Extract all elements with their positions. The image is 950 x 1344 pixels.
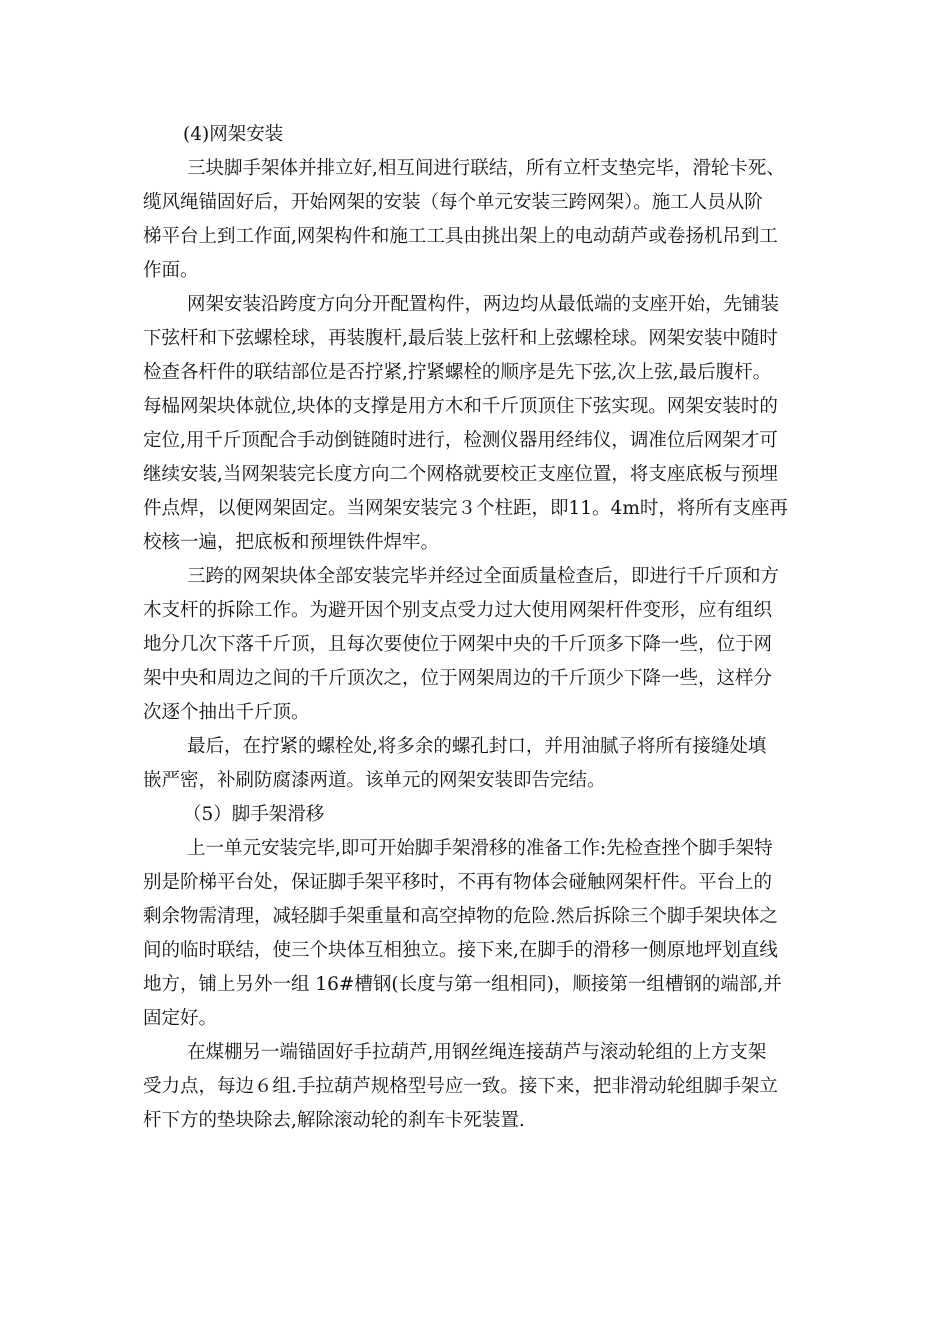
section-5-heading: （5）脚手架滑移: [183, 804, 325, 825]
text-line: 三块脚手架体并排立好,相互间进行联结，所有立杆支垫完毕，滑轮卡死、: [187, 158, 785, 179]
text-line: 受力点，每边６组.手拉葫芦规格型号应一致。接下来，把非滑动轮组脚手架立: [143, 1076, 778, 1097]
text-line: 上一单元安装完毕,即可开始脚手架滑移的准备工作:先检查挫个脚手架特: [187, 838, 773, 859]
paragraph-6: [143, 1036, 825, 1138]
text-line: 网架安装沿跨度方向分开配置构件，两边均从最低端的支座开始，先铺装: [187, 294, 780, 315]
text-line: 地分几次下落千斤顶，且每次要使位于网架中央的千斤顶多下降一些，位于网: [143, 634, 773, 655]
text-line: 下弦杆和下弦螺栓球，再装腹杆,最后装上弦杆和上弦螺栓球。网架安装中随时: [143, 328, 778, 349]
text-line: 剩余物需清理，减轻脚手架重量和高空掉物的危险.然后拆除三个脚手架块体之: [143, 906, 778, 927]
text-line: 别是阶梯平台处，保证脚手架平移时，不再有物体会碰触网架杆件。平台上的: [143, 872, 773, 893]
text-line: 定位,用千斤顶配合手动倒链随时进行，检测仪器用经纬仪，调准位后网架才可: [143, 430, 778, 451]
text-line: 检查各杆件的联结部位是否拧紧,拧紧螺栓的顺序是先下弦,次上弦,最后腹杆。: [143, 362, 772, 383]
text-line: 嵌严密，补刷防腐漆两道。该单元的网架安装即告完结。: [143, 770, 606, 791]
text-line: 木支杆的拆除工作。为避开因个别支点受力过大使用网架杆件变形，应有组织: [143, 600, 773, 621]
text-line: 每榀网架块体就位,块体的支撑是用方木和千斤顶顶住下弦实现。网架安装时的: [143, 396, 778, 417]
text-line: 梯平台上到工作面,网架构件和施工工具由挑出架上的电动葫芦或卷扬机吊到工: [143, 226, 778, 247]
text-line: 最后，在拧紧的螺栓处,将多余的螺孔封口，并用油腻子将所有接缝处填: [187, 736, 767, 757]
text-line: 架中央和周边之间的千斤顶次之，位于网架周边的千斤顶少下降一些，这样分: [143, 668, 773, 689]
section-4-heading: (4)网架安装: [183, 124, 284, 145]
paragraph-3: [143, 560, 825, 730]
text-line: 三跨的网架块体全部安装完毕并经过全面质量检查后，即进行千斤顶和方: [187, 566, 780, 587]
text-line: 地方，铺上另外一组 16#槽钢(长度与第一组相同)，顺接第一组槽钢的端部,并: [143, 974, 782, 995]
paragraph-5: [143, 832, 825, 1036]
text-line: 次逐个抽出千斤顶。: [143, 702, 310, 723]
text-line: 继续安装,当网架装完长度方向二个网格就要校正支座位置，将支座底板与预埋: [143, 464, 778, 485]
document-body: [143, 118, 825, 1138]
text-line: 缆风绳锚固好后，开始网架的安装（每个单元安装三跨网架）。施工人员从阶: [143, 192, 763, 213]
paragraph-1: [143, 152, 825, 288]
text-line: 校核一遍，把底板和预埋铁件焊牢。: [143, 532, 440, 553]
text-line: 作面。: [143, 260, 199, 281]
text-line: 在煤棚另一端锚固好手拉葫芦,用钢丝绳连接葫芦与滚动轮组的上方支架: [187, 1042, 767, 1063]
paragraph-2: [143, 288, 825, 560]
text-line: 固定好。: [143, 1008, 218, 1029]
text-line: 杆下方的垫块除去,解除滚动轮的刹车卡死装置.: [143, 1110, 525, 1131]
text-line: 件点焊，以便网架固定。当网架安装完３个柱距，即11。4m时，将所有支座再: [143, 498, 788, 519]
text-line: 间的临时联结，使三个块体互相独立。接下来,在脚手的滑移一侧原地坪划直线: [143, 940, 778, 961]
paragraph-4: [143, 730, 825, 798]
